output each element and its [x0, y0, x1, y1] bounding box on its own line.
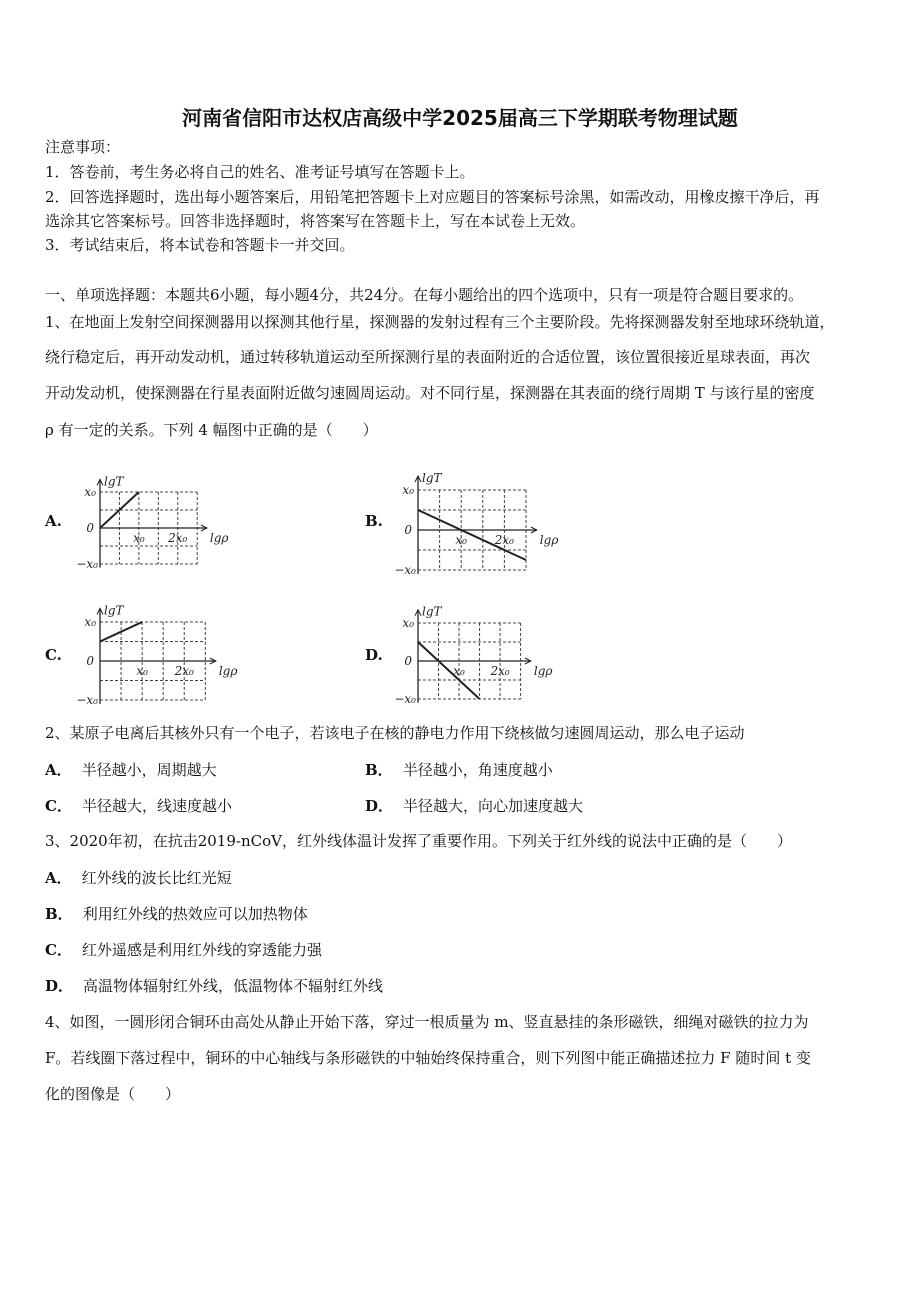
option-text: 半径越小，角速度越小	[402, 761, 553, 779]
option-b[interactable]	[45, 903, 308, 924]
x-tick-label: 2x₀	[494, 533, 515, 547]
option-b[interactable]	[365, 759, 553, 780]
question-1-line: 1、在地面上发射空间探测器用以探测其他行星，探测器的发射过程有三个主要阶段。先将探测器发射至地球环绕轨道，	[45, 313, 835, 331]
graph-label: C.	[45, 646, 62, 664]
option-key: C．	[45, 941, 72, 959]
option-key: B．	[365, 761, 393, 779]
option-text: 利用红外线的热效应可以加热物体	[82, 905, 308, 923]
x-tick-label: x₀	[455, 533, 467, 547]
option-c[interactable]	[45, 795, 232, 816]
x-axis-label: lgρ	[209, 531, 229, 545]
y-tick-label: 0	[404, 523, 412, 537]
graph-d	[394, 604, 553, 706]
option-text: 红外线的波长比红光短	[81, 869, 232, 887]
option-text: 半径越大，线速度越小	[81, 797, 232, 815]
graph-c	[76, 603, 238, 707]
graph-a	[76, 474, 229, 571]
x-axis-label: lgρ	[218, 664, 238, 678]
graph-label: B.	[365, 512, 383, 530]
option-text: 半径越小，周期越大	[81, 761, 217, 779]
question-2-stem: 2、某原子电离后其核外只有一个电子，若该电子在核的静电力作用下绕核做匀速圆周运动，那么电子运动	[45, 724, 745, 742]
graph-line	[418, 642, 480, 699]
y-tick-label: 0	[404, 654, 412, 668]
y-tick-label: 0	[86, 654, 94, 668]
option-text: 半径越大，向心加速度越大	[403, 797, 584, 815]
section-heading: 一、单项选择题：本题共6小题，每小题4分，共24分。在每小题给出的四个选项中，只有一项是符合题目要求的。	[45, 286, 804, 304]
y-tick-label: 0	[86, 521, 94, 535]
x-tick-label: x₀	[136, 664, 148, 678]
question-1-line: 绕行稳定后，再开动发动机，通过转移轨道运动至所探测行星的表面附近的合适位置，该位置很接近星球表面，再次	[45, 348, 811, 366]
graph-label: A.	[45, 512, 62, 530]
y-tick-label: x₀	[402, 483, 414, 497]
y-axis-label: lgT	[104, 474, 124, 489]
graph-label: D.	[365, 646, 383, 664]
question-4-line: 化的图像是（ ）	[45, 1085, 181, 1103]
option-c[interactable]	[45, 939, 322, 960]
page-title: 河南省信阳市达权店高级中学2025届高三下学期联考物理试题	[182, 106, 738, 130]
question-4-line: 4、如图，一圆形闭合铜环由高处从静止开始下落，穿过一根质量为 m、竖直悬挂的条形磁铁，细绳对磁铁的拉力为	[45, 1013, 809, 1031]
y-tick-label: −x₀	[394, 692, 416, 706]
y-tick-label: x₀	[402, 616, 414, 630]
option-a[interactable]	[45, 867, 232, 888]
x-tick-label: 2x₀	[490, 664, 510, 678]
x-axis-label: lgρ	[533, 664, 553, 678]
y-axis-label: lgT	[104, 603, 124, 618]
option-d[interactable]	[365, 795, 583, 816]
option-key: B．	[45, 905, 73, 923]
option-key: A．	[45, 869, 72, 887]
question-1-line: 开动发动机，使探测器在行星表面附近做匀速圆周运动。对不同行星，探测器在其表面的绕行周期 T 与该行星的密度	[45, 384, 815, 402]
notice-line: 3．考试结束后，将本试卷和答题卡一并交回。	[45, 236, 355, 254]
notice-line: 1．答卷前，考生务必将自己的姓名、准考证号填写在答题卡上。	[45, 163, 475, 181]
question-4-line: F。若线圈下落过程中，铜环的中心轴线与条形磁铁的中轴始终保持重合，则下列图中能正确描述拉力 F 随时间 t 变	[45, 1049, 811, 1067]
notice-line: 2．回答选择题时，选出每小题答案后，用铅笔把答题卡上对应题目的答案标号涂黑，如需改动，用橡皮擦干净后，再	[45, 188, 820, 206]
y-tick-label: −x₀	[394, 563, 416, 577]
y-tick-label: −x₀	[76, 557, 98, 571]
x-tick-label: 2x₀	[168, 531, 188, 545]
y-tick-label: −x₀	[76, 693, 98, 707]
option-key: D．	[365, 797, 394, 815]
x-tick-label: 2x₀	[174, 664, 194, 678]
option-a[interactable]	[45, 759, 217, 780]
option-key: C．	[45, 797, 72, 815]
option-text: 高温物体辐射红外线，低温物体不辐射红外线	[83, 977, 384, 995]
question-3-stem: 3、2020年初，在抗击2019-nCoV，红外线体温计发挥了重要作用。下列关于红外线的说法中正确的是（ ）	[45, 832, 792, 850]
y-axis-label: lgT	[422, 604, 442, 619]
option-d[interactable]	[45, 975, 383, 996]
option-key: D．	[45, 977, 74, 995]
question-1-line: ρ 有一定的关系。下列 4 幅图中正确的是（ ）	[45, 421, 378, 439]
x-tick-label: x₀	[133, 531, 145, 545]
x-tick-label: x₀	[453, 664, 465, 678]
option-key: A．	[45, 761, 72, 779]
y-tick-label: x₀	[84, 615, 96, 629]
option-text: 红外遥感是利用红外线的穿透能力强	[81, 941, 322, 959]
y-tick-label: x₀	[84, 485, 96, 499]
x-axis-label: lgρ	[539, 533, 559, 547]
y-axis-label: lgT	[422, 471, 442, 485]
graph-b	[394, 471, 559, 577]
notice-heading: 注意事项：	[45, 138, 121, 156]
notice-line: 选涂其它答案标号。回答非选择题时，将答案写在答题卡上，写在本试卷上无效。	[45, 212, 586, 230]
